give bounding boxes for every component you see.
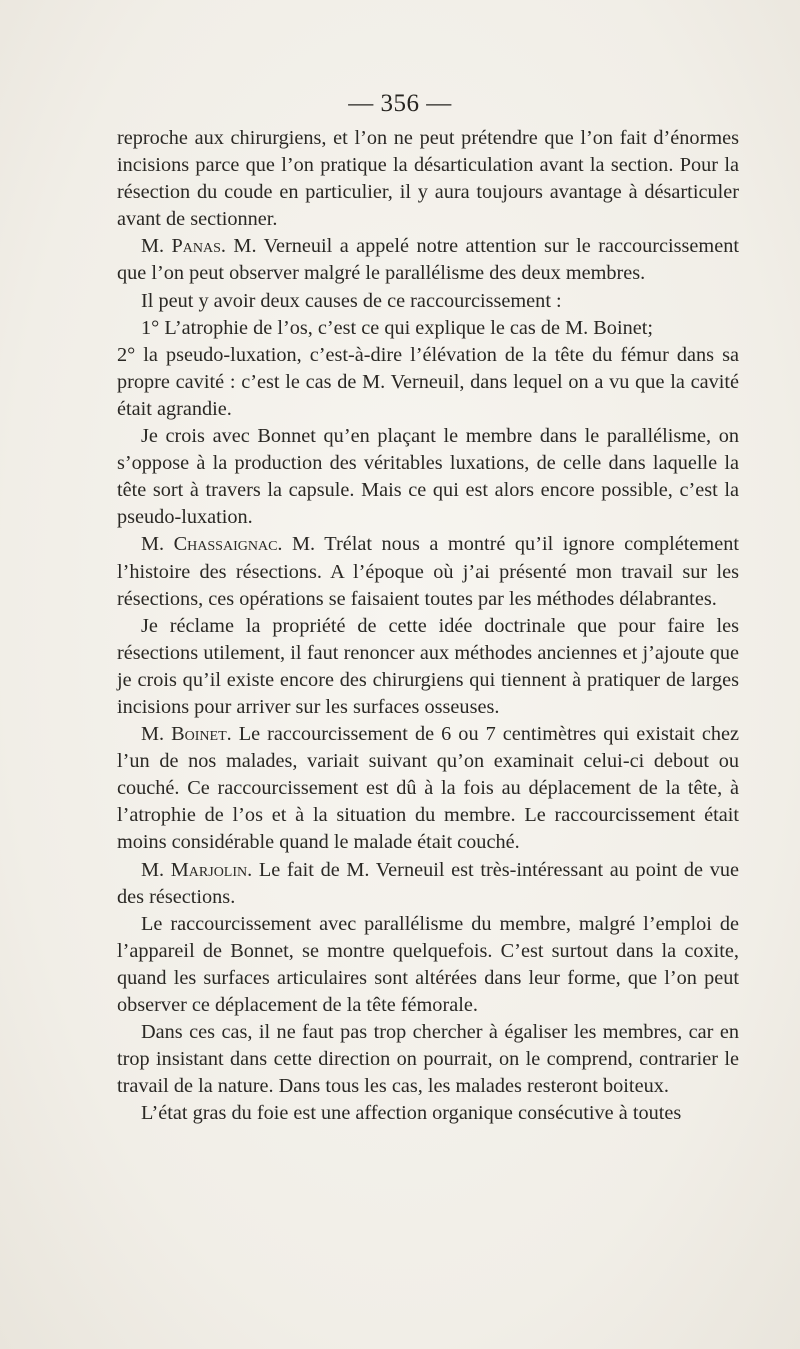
page-number: — 356 — (348, 90, 452, 117)
paragraph-10 (117, 857, 739, 911)
paragraph-text: 2° la pseudo-luxation, c’est-à-dire l’élévation de la tête du fémur dans sa propre cavité : c’est le cas de M. Verneuil, dans lequel on a vu que la cavité était agrandie. (117, 343, 739, 420)
paragraph-text: M. Verneuil a appelé notre attention sur le raccourcissement que l’on peut observer malgré le parallélisme des deux membres. (117, 235, 739, 285)
paragraph-7 (117, 531, 739, 612)
body-text (117, 125, 739, 1127)
paragraph-text: Il peut y avoir deux causes de ce raccourcissement : (141, 289, 562, 312)
paragraph-text: reproche aux chirurgiens, et l’on ne peut prétendre que l’on fait d’énormes incisions parce que l’on pratique la désarticulation avant la section. Pour la résection du coude en particulier, il y aura toujours avantage à désarticuler avant de sectionner. (117, 127, 739, 231)
paragraph-text: L’état gras du foie est une affection organique consécutive à toutes (141, 1102, 682, 1125)
speaker-name: M. Panas. (141, 235, 226, 258)
speaker-name: M. Boinet. (141, 723, 232, 746)
paragraph-12 (117, 1019, 739, 1100)
paragraph-5 (117, 342, 739, 423)
paragraph-13 (117, 1100, 739, 1127)
paragraph-1 (117, 125, 739, 233)
paragraph-text: Je crois avec Bonnet qu’en plaçant le membre dans le parallélisme, on s’oppose à la production des véritables luxations, de celle dans laquelle la tête sort à travers la capsule. Mais ce qui est alors encore possible, c’est la pseudo-luxation. (117, 425, 739, 529)
speaker-name: M. Marjolin. (141, 858, 253, 881)
paragraph-text: Le raccourcissement de 6 ou 7 centimètres qui existait chez l’un de nos malades, variait suivant qu’on examinait celui-ci debout ou couché. Ce raccourcissement est dû à la fois au déplacement de la tête, à l’atrophie de l’os et à la situation du membre. Le raccourcissement était moins considérable quand le malade était couché. (117, 723, 739, 854)
paragraph-2 (117, 233, 739, 287)
paragraph-3 (117, 288, 739, 315)
paragraph-6 (117, 423, 739, 531)
paragraph-8 (117, 613, 739, 721)
paragraph-4 (117, 315, 739, 342)
paragraph-text: Dans ces cas, il ne faut pas trop chercher à égaliser les membres, car en trop insistant dans cette direction on pourrait, on le comprend, contrarier le travail de la nature. Dans tous les cas, les malades resteront boiteux. (117, 1021, 739, 1098)
paragraph-11 (117, 911, 739, 1019)
paragraph-text: M. Trélat nous a montré qu’il ignore complétement l’histoire des résections. A l’époque où j’ai présenté mon travail sur les résections, ces opérations se faisaient toutes par les méthodes délabrantes. (117, 533, 739, 610)
paragraph-9 (117, 721, 739, 856)
paragraph-text: 1° L’atrophie de l’os, c’est ce qui explique le cas de M. Boinet; (141, 316, 653, 339)
paragraph-text: Je réclame la propriété de cette idée doctrinale que pour faire les résections utilement, il faut renoncer aux méthodes anciennes et j’ajoute que je crois qu’il existe encore des chirurgiens qui tiennent à pratiquer de larges incisions pour arriver sur les surfaces osseuses. (117, 614, 739, 718)
paragraph-text: Le raccourcissement avec parallélisme du membre, malgré l’emploi de l’appareil de Bonnet, se montre quelquefois. C’est surtout dans la coxite, quand les surfaces articulaires sont altérées dans leur forme, que l’on peut observer ce déplacement de la tête fémorale. (117, 912, 739, 1016)
speaker-name: M. Chassaignac. (141, 533, 283, 556)
paragraph-text: Le fait de M. Verneuil est très-intéressant au point de vue des résections. (117, 858, 739, 908)
